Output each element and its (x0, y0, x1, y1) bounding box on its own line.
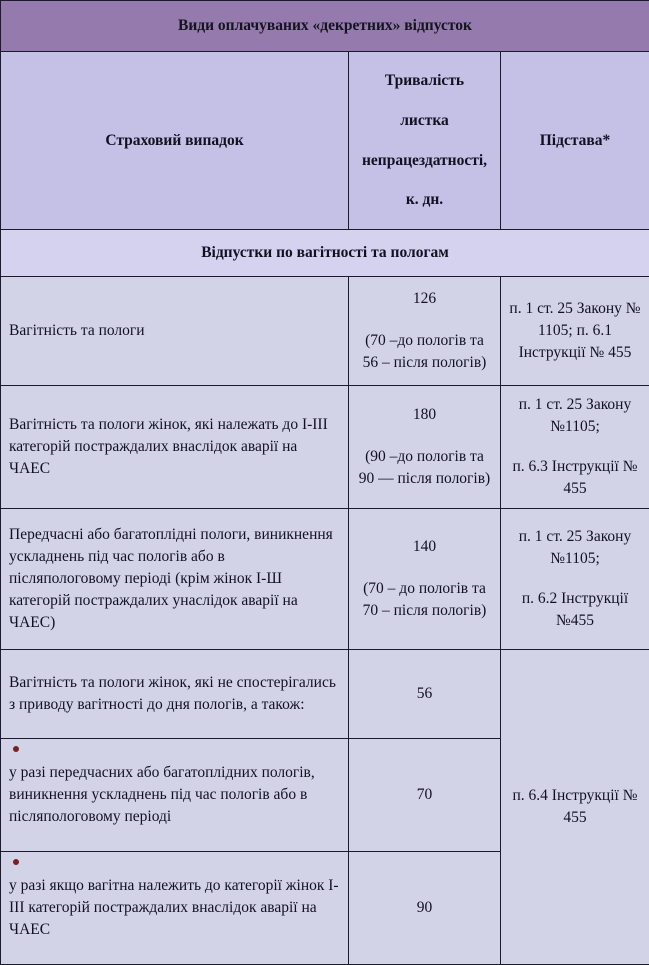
bullet-icon (13, 746, 19, 752)
duration-number: 90 (357, 897, 492, 919)
duration-line-1: Тривалість (385, 72, 464, 89)
duration-value (349, 277, 501, 386)
case-description: у разі якщо вагітна належить до категорії жінок I-III категорій постраждалих внаслідок аварії на ЧАЕС (9, 875, 340, 941)
column-header-duration (349, 52, 501, 230)
legal-basis-part: п. 6.2 Інструкції №455 (509, 588, 641, 632)
duration-number: 70 (357, 784, 492, 806)
section-title: Відпустки по вагітності та пологам (1, 230, 649, 277)
legal-basis-part: п. 1 ст. 25 Закону №1105; (509, 394, 641, 438)
bullet-icon (13, 859, 19, 865)
legal-basis-part: п. 1 ст. 25 Закону №1105; (509, 526, 641, 570)
legal-basis (501, 386, 649, 509)
duration-breakdown: (70 – до пологів та 70 – після пологів) (357, 578, 492, 622)
duration-value (349, 386, 501, 509)
duration-number: 140 (357, 536, 492, 558)
duration-line-3: непрацездатності, (362, 152, 487, 169)
duration-number: 126 (357, 288, 492, 310)
table-row (1, 386, 649, 509)
column-header-case: Страховий випадок (1, 52, 349, 230)
column-header-basis: Підстава* (501, 52, 649, 230)
case-description-bulleted (1, 739, 349, 852)
case-description: у разі передчасних або багатоплідних пологів, виникнення ускладнень під час пологів або в післяпологовому періоді (9, 762, 340, 828)
legal-basis-part: п. 6.3 Інструкції № 455 (509, 456, 641, 500)
duration-breakdown: (90 –до пологів та 90 — після пологів) (357, 446, 492, 490)
duration-value (349, 509, 501, 650)
case-description: Вагітність та пологи (1, 277, 349, 386)
duration-number: 56 (357, 683, 492, 705)
duration-breakdown: (70 –до пологів та 56 – після пологів) (357, 330, 492, 374)
duration-number: 180 (357, 404, 492, 426)
legal-basis (501, 277, 649, 386)
page-title: Види оплачуваних «декретних» відпусток (1, 1, 649, 52)
case-description: Вагітність та пологи жінок, які не спостерігались з приводу вагітності до дня пологів, а також: (1, 650, 349, 739)
table-row (1, 509, 649, 650)
legal-basis-merged: п. 6.4 Інструкції № 455 (501, 650, 649, 965)
table-row (1, 277, 649, 386)
duration-value (349, 739, 501, 852)
case-description: Передчасні або багатоплідні пологи, виникнення ускладнень під час пологів або в післяпологовому періоді (крім жінок І-Ш категорій постраждалих унаслідок аварії на ЧАЕС) (1, 509, 349, 650)
section-header-row (1, 230, 649, 277)
legal-basis-part: п. 1 ст. 25 Закону № 1105; п. 6.1 Інструкції № 455 (509, 298, 641, 364)
legal-basis (501, 509, 649, 650)
column-header-row (1, 52, 649, 230)
duration-value (349, 852, 501, 965)
table-row (1, 650, 649, 739)
case-description-bulleted (1, 852, 349, 965)
case-description: Вагітність та пологи жінок, які належать до I-III категорій постраждалих внаслідок аварії на ЧАЕС (1, 386, 349, 509)
duration-line-2: листка (400, 112, 449, 129)
duration-line-4: к. дн. (406, 191, 443, 208)
table-title-row (1, 1, 649, 52)
duration-value (349, 650, 501, 739)
